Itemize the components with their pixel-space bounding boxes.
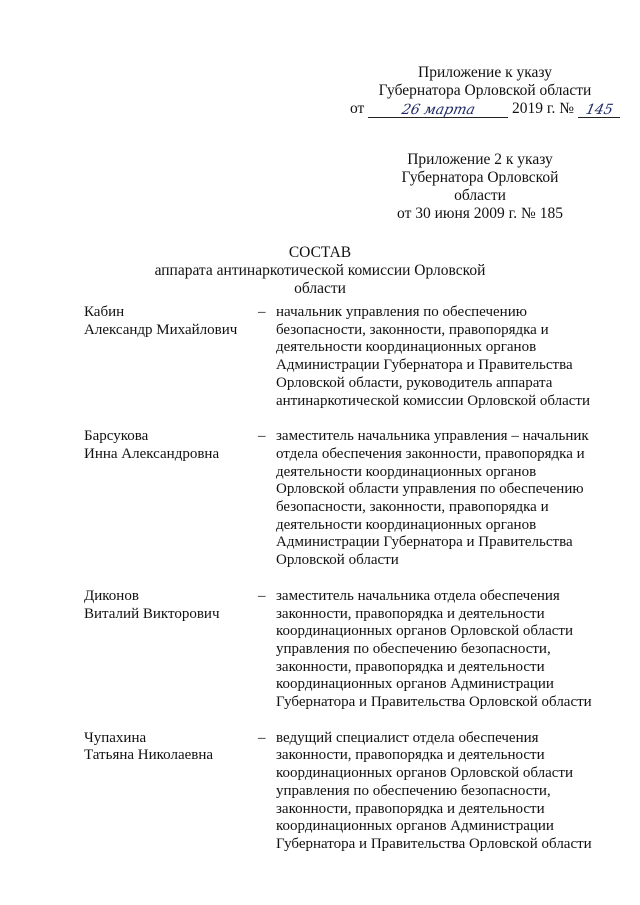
member-dash: – <box>258 428 266 445</box>
title-subheading: аппарата антинаркотической комиссии Орловской области <box>154 262 486 297</box>
date-blank <box>368 101 508 118</box>
title-heading: СОСТАВ <box>288 244 352 261</box>
date-suffix: 2019 г. № <box>512 100 575 117</box>
member-name <box>84 588 258 712</box>
appendix-date-line <box>350 100 620 118</box>
member-surname: Кабин <box>84 304 125 320</box>
member-row <box>84 304 604 410</box>
member-name <box>84 428 258 570</box>
members-list <box>84 304 604 872</box>
member-dash: – <box>258 729 266 746</box>
member-name <box>84 304 258 410</box>
member-role: заместитель начальника управления – начальник отдела обеспечения законности, правопорядка и деятельности координационных органов Орловской области управления по обеспечению безопасности, законности, правопорядка и деятельности координационных органов Администрации Губернатора и Правительства Орловской области <box>276 428 589 569</box>
member-given-names: Александр Михайлович <box>84 321 238 338</box>
appendix-original-block <box>380 151 580 223</box>
handwritten-number: 145 <box>583 102 615 118</box>
number-blank <box>578 101 620 118</box>
document-title <box>130 244 510 298</box>
appendix-current-block <box>350 64 620 118</box>
member-given-names: Инна Александровна <box>84 445 220 462</box>
member-surname: Диконов <box>84 587 139 604</box>
member-dash: – <box>258 304 266 320</box>
member-row <box>84 588 604 712</box>
original-appendix-date: от 30 июня 2009 г. № 185 <box>397 205 563 222</box>
original-appendix-issuer: Губернатора Орловской области <box>401 169 559 204</box>
member-surname: Барсукова <box>84 428 149 445</box>
member-row <box>84 428 604 570</box>
appendix-title: Приложение к указу <box>418 64 552 81</box>
member-given-names: Татьяна Николаевна <box>84 747 214 764</box>
handwritten-date: 26 марта <box>400 102 477 118</box>
original-appendix-title: Приложение 2 к указу <box>407 151 553 168</box>
member-role: начальник управления по обеспечению безопасности, законности, правопорядка и деятельности координационных органов Администрации Губернатора и Правительства Орловской области, руководитель аппарата антинаркотической комиссии Орловской области <box>276 304 590 409</box>
member-role: заместитель начальника отдела обеспечения законности, правопорядка и деятельности координационных органов Орловской области управления по обеспечению безопасности, законности, правопорядка и деятельности координационных органов Администрации Губернатора и Правительства Орловской области <box>276 587 592 711</box>
member-name <box>84 730 258 854</box>
member-row <box>84 730 604 854</box>
member-role: ведущий специалист отдела обеспечения законности, правопорядка и деятельности координационных органов Орловской области управления по обеспечению безопасности, законности, правопорядка и деятельности координационных органов Администрации Губернатора и Правительства Орловской области <box>276 729 592 852</box>
member-given-names: Виталий Викторович <box>84 605 220 622</box>
date-prefix: от <box>350 100 365 117</box>
member-dash: – <box>258 587 266 604</box>
member-surname: Чупахина <box>84 729 147 746</box>
appendix-issuer: Губернатора Орловской области <box>378 82 592 99</box>
